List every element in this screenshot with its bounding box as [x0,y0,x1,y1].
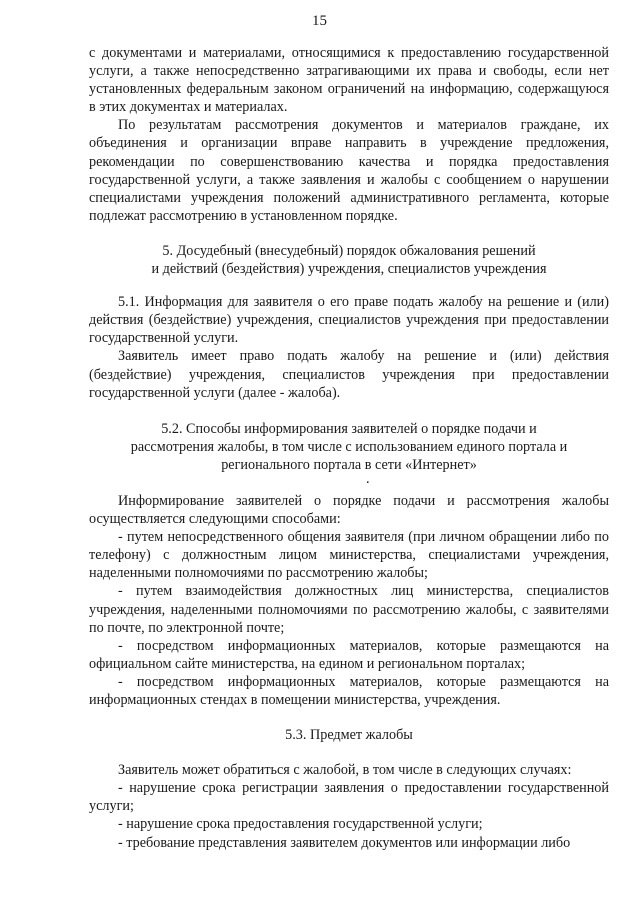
list-item: - путем взаимодействия должностных лиц министерства, специалистов учреждения, наделенными полномочиями по рассмотрению жалобы, с заявителями по почте, по электронной почте; [89,583,609,636]
paragraph: с документами и материалами, относящимися к предоставлению государственной услуги, а также непосредственно затрагивающими их права и свободы, если нет установленных федеральным законом ограничений на информацию, содержащуюся в этих документах и материалах. [89,45,609,116]
list-item: - нарушение срока регистрации заявления о предоставлении государственной услуги; [89,780,609,815]
paragraph: Заявитель имеет право подать жалобу на решение и (или) действия (бездействие) учреждения, специалистов учреждения при предоставлении государственной услуги (далее - жалоба). [89,348,609,401]
section-heading-line: 5. Досудебный (внесудебный) порядок обжалования решений [162,242,536,259]
section-heading-line: 5.2. Способы информирования заявителей о порядке подачи и [161,420,537,437]
section-heading-line: и действий (бездействия) учреждения, специалистов учреждения [151,261,547,278]
section-heading-line: регионального портала в сети «Интернет» [221,456,477,473]
document-body [89,44,609,852]
section-heading-line: рассмотрения жалобы, в том числе с использованием единого портала и [130,438,568,455]
section-heading-line: 5.3. Предмет жалобы [285,727,413,744]
list-item: - посредством информационных материалов, которые размещаются на информационных стендах в помещении министерства, учреждения. [89,673,609,708]
list-item: - требование представления заявителем документов или информации либо [118,834,571,851]
paragraph: 5.1. Информация для заявителя о его праве подать жалобу на решение и (или) действия (бездействие) учреждения, специалистов учреждения при предоставлении государственной услуги. [89,294,609,347]
list-item: - путем непосредственного общения заявителя (при личном обращении либо по телефону) с должностным лицом министерства, специалистами учреждения, наделенными полномочиями по рассмотрению жалобы; [89,529,609,582]
list-item: - нарушение срока предоставления государственной услуги; [118,816,483,833]
paragraph: Заявитель может обратиться с жалобой, в том числе в следующих случаях: [118,762,572,779]
page-number: 15 [312,13,327,29]
list-item: - посредством информационных материалов, которые размещаются на официальном сайте министерства, на едином и региональном порталах; [89,637,609,672]
paragraph: Информирование заявителей о порядке подачи и рассмотрения жалобы осуществляется следующими способами: [89,492,609,528]
paragraph: По результатам рассмотрения документов и материалов граждане, их объединения и организации вправе направить в учреждение предложения, рекомендации по совершенствованию качества и порядка предоставления государственной услуги, а также заявления и жалобы с сообщением о нарушении специалистами учреждения положений административного регламента, которые подлежат рассмотрению в установленном порядке. [89,117,609,224]
stray-dot: . [366,470,370,487]
